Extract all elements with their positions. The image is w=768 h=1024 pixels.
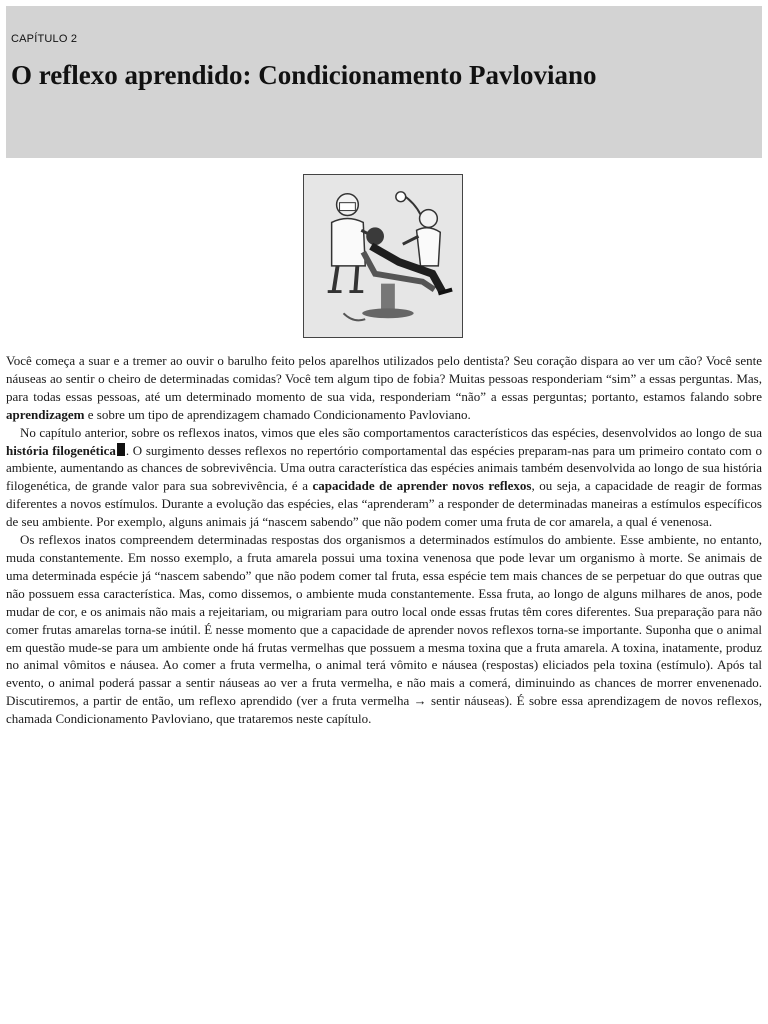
paragraph-3-text-1: Os reflexos inatos compreendem determinadas respostas dos organismos a determinados estímulos do ambiente. Esse ambiente, no entanto, muda constantemente. Em nosso exemplo, a fruta amarela possui uma toxina venenosa que pode levar um organismo à morte. Se animais de uma determinada espécie já “nascem sabendo” que não podem comer tal fruta, essa espécie tem mais chances de se perpetuar do que outras que não possuem essa característica. Mas, como dissemos, o ambiente muda constantemente. Essa fruta, ao longo de alguns milhares de anos, pode mudar de cor, e os animais não mais a rejeitariam, ou migrariam para outro local onde essas frutas têm cores diferentes. Sua preparação para não comer frutas amarelas torna-se inútil. É nesse momento que a capacidade de aprender novos reflexos torna-se importante. Suponha que o animal em questão mude-se para um ambiente onde há frutas vermelhas que possuem a mesma toxina que a fruta amarela. A toxina, inatamente, produz no animal vômitos e náusea. Ao comer a fruta vermelha, o animal terá vômito e náusea (respostas) eliciados pela toxina (estímulo). Após tal evento, o animal poderá passar a sentir náuseas ao ver a fruta vermelha, e não mais a comerá, diminuindo as chances de morrer envenenado. Discutiremos, a partir de então, um reflexo aprendido (ver a fruta vermelha → sentir náuseas). É sobre essa aprendizagem de novos reflexos, chamada Condicionamento Pavloviano, que trataremos neste capítulo.: [6, 532, 762, 727]
paragraph-2-text-2: . O surgimento desses reflexos no repertório comportamental das espécies preparam-nas para um primeiro contato com o ambiente, aumentando as chances de sobrevivência. Uma outra característica das espécies animais também desenvolvida ao longo de sua história filogenética, de grande valor para sua sobrevivência, é a: [6, 442, 762, 494]
paragraph-1-text-1: Você começa a suar e a tremer ao ouvir o barulho feito pelos aparelhos utilizados pelo dentista? Seu coração dispara ao ver um cão? Você sente náuseas ao sentir o cheiro de determinadas comidas? Você tem algum tipo de fobia? Muitas pessoas responderiam “sim” a essas perguntas. Mas, para todas essas pessoas, até um determinado momento de sua vida, responderiam “não” a essas perguntas; portanto, estamos falando sobre: [6, 353, 762, 404]
paragraph-1: [6, 352, 762, 424]
chapter-title: O reflexo aprendido: Condicionamento Pavloviano: [11, 60, 597, 90]
paragraph-1-text-2: e sobre um tipo de aprendizagem chamado Condicionamento Pavloviano.: [84, 406, 471, 422]
body-text: [6, 352, 762, 728]
paragraph-2-text-3: , ou seja, a capacidade de reagir de formas diferentes a novos estímulos. Durante a evolução das espécies, elas “aprenderam” a responder de determinadas maneiras a estímulos específicos de seu ambiente. Por exemplo, alguns animais já “nascem sabendo” que não podem comer uma fruta de cor amarela, a qual é venenosa.: [6, 478, 762, 530]
paragraph-2-text-1: No capítulo anterior, sobre os reflexos inatos, vimos que eles são comportamentos característicos das espécies, desenvolvidos ao longo de sua: [20, 424, 762, 440]
paragraph-3: [6, 531, 762, 728]
paragraph-2: [6, 424, 762, 531]
term-historia-filogenetica: história filogenética: [6, 442, 116, 458]
chapter-label: CAPÍTULO 2: [11, 33, 78, 45]
chapter-header: [6, 6, 762, 158]
dentist-illustration-icon: [303, 174, 463, 338]
term-capacidade-aprender: capacidade de aprender novos reflexos: [312, 478, 532, 494]
footnote-marker-icon[interactable]: [117, 443, 125, 456]
term-aprendizagem: aprendizagem: [6, 406, 85, 422]
